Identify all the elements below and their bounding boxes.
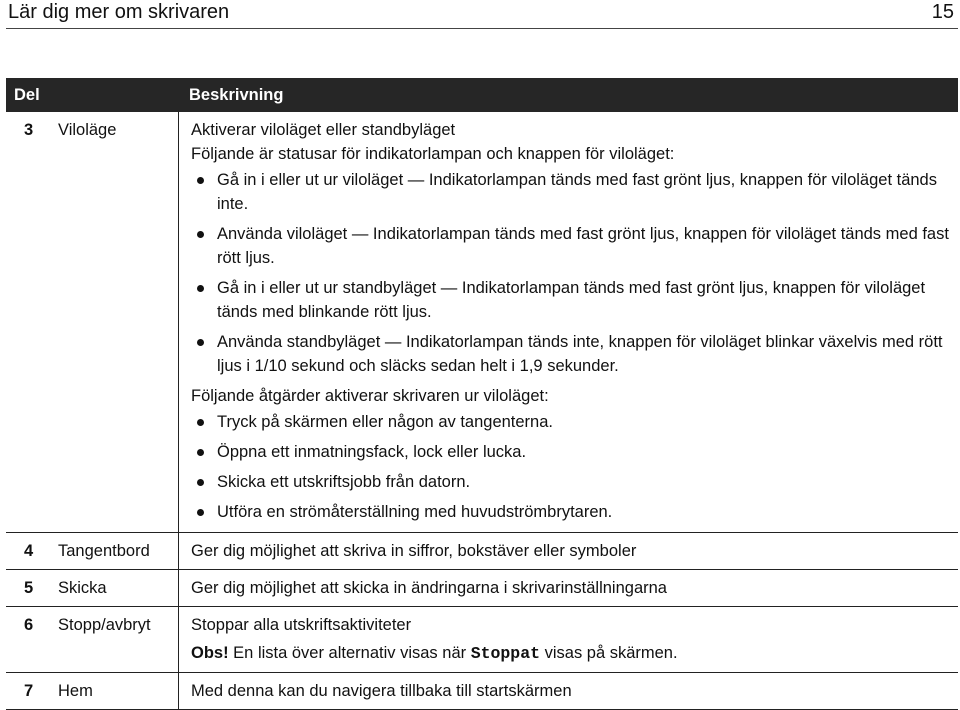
list-item: Gå in i eller ut ur viloläget — Indikatorlampan tänds med fast grönt ljus, knappen för viloläget tänds inte.: [191, 168, 950, 216]
row-description: Ger dig möjlighet att skicka in ändringarna i skrivarinställningarna: [179, 570, 959, 607]
status-intro: Följande är statusar för indikatorlampan och knappen för viloläget:: [191, 145, 675, 163]
actions-list: [191, 410, 950, 524]
table-header-row: [6, 78, 958, 112]
table-row: [6, 533, 958, 570]
note-text-before: En lista över alternativ visas när: [228, 644, 471, 662]
list-item: Utföra en strömåterställning med huvudströmbrytaren.: [191, 500, 950, 524]
note-label: Obs!: [191, 644, 229, 662]
row-part-name: Hem: [54, 673, 179, 710]
list-item: Tryck på skärmen eller någon av tangenterna.: [191, 410, 950, 434]
table-row: [6, 112, 958, 533]
actions-intro: Följande åtgärder aktiverar skrivaren ur viloläget:: [191, 387, 549, 405]
list-item: Använda standbyläget — Indikatorlampan tänds inte, knappen för viloläget blinkar växelvis med rött ljus i 1/10 sekund och släcks sedan helt i 1,9 sekunder.: [191, 330, 950, 378]
row-number: 5: [6, 570, 54, 607]
table-row: [6, 570, 958, 607]
row-part-name: Tangentbord: [54, 533, 179, 570]
row-number: 4: [6, 533, 54, 570]
row-part-name: Skicka: [54, 570, 179, 607]
column-header-part: Del: [6, 78, 179, 112]
status-list: [191, 168, 950, 378]
page-header: [8, 0, 958, 26]
page-number: 15: [931, 1, 954, 23]
list-item: Använda viloläget — Indikatorlampan tänds med fast grönt ljus, knappen för viloläget tänds med fast rött ljus.: [191, 222, 950, 270]
row-part-name: Viloläge: [54, 112, 179, 533]
description-text: Stoppar alla utskriftsaktiviteter: [191, 616, 412, 634]
header-divider: [6, 28, 958, 29]
parts-table: [6, 78, 958, 710]
page-title: Lär dig mer om skrivaren: [8, 1, 230, 23]
row-number: 6: [6, 607, 54, 673]
list-item: Gå in i eller ut ur standbyläget — Indikatorlampan tänds med fast grönt ljus, knappen för viloläget tänds med blinkande rött ljus.: [191, 276, 950, 324]
note-text: [191, 641, 950, 666]
row-description: [179, 112, 959, 533]
description-text: Aktiverar viloläget eller standbyläget: [191, 121, 456, 139]
column-header-description: Beskrivning: [179, 78, 959, 112]
table-row: [6, 673, 958, 710]
list-item: Skicka ett utskriftsjobb från datorn.: [191, 470, 950, 494]
note-code: Stoppat: [470, 644, 541, 663]
row-number: 7: [6, 673, 54, 710]
row-description: [179, 607, 959, 673]
row-part-name: Stopp/avbryt: [54, 607, 179, 673]
note-text-after: visas på skärmen.: [540, 644, 678, 662]
table-row: [6, 607, 958, 673]
row-description: Ger dig möjlighet att skriva in siffror, bokstäver eller symboler: [179, 533, 959, 570]
row-number: 3: [6, 112, 54, 533]
list-item: Öppna ett inmatningsfack, lock eller lucka.: [191, 440, 950, 464]
row-description: Med denna kan du navigera tillbaka till startskärmen: [179, 673, 959, 710]
